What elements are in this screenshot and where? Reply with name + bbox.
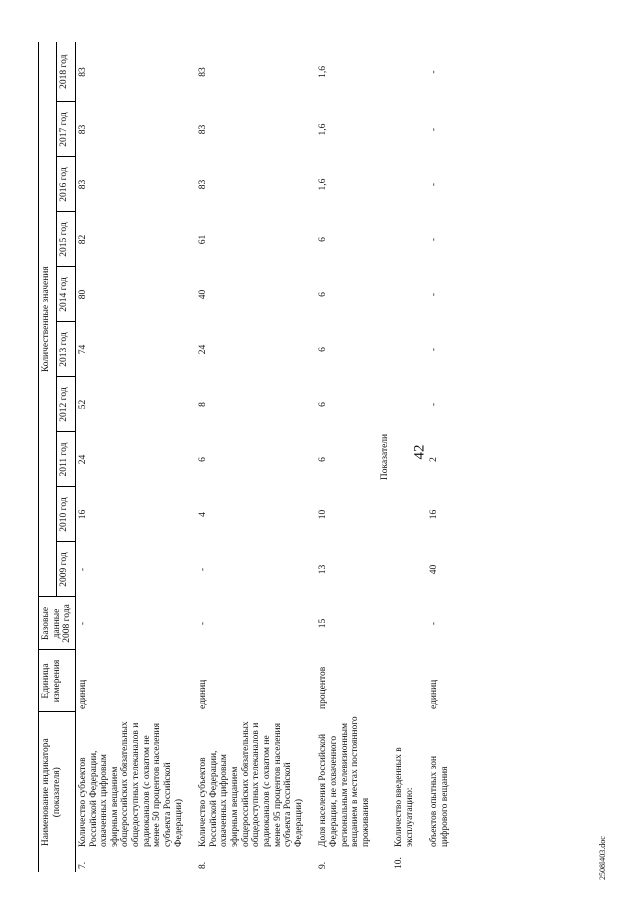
header-year: 2012 год xyxy=(57,377,75,432)
header-year: 2010 год xyxy=(57,487,75,542)
value-cell: - xyxy=(77,567,88,572)
value-cell: 2 xyxy=(429,457,440,462)
row-number: 10. xyxy=(394,857,405,869)
value-cell: 83 xyxy=(198,67,209,77)
value-cell: - xyxy=(429,70,440,74)
value-cell: 82 xyxy=(77,234,88,245)
header-year: 2009 год xyxy=(57,542,75,597)
value-cell: 6 xyxy=(318,237,329,242)
table-row xyxy=(196,42,306,872)
unit-cell: единиц xyxy=(198,679,209,709)
value-cell: 1,6 xyxy=(318,123,329,136)
value-cell: - xyxy=(429,127,440,132)
value-cell: - xyxy=(429,182,440,187)
unit-cell: единиц xyxy=(77,679,88,709)
header-quant: Количественные значения xyxy=(39,42,57,597)
base-cell: - xyxy=(198,621,209,626)
value-cell: 6 xyxy=(318,457,329,462)
rotated-table-container xyxy=(38,42,618,872)
row-number: 9. xyxy=(318,861,329,869)
value-cell: 1,6 xyxy=(318,66,329,78)
unit-cell: процентов xyxy=(318,666,329,709)
value-cell: - xyxy=(429,237,440,242)
value-cell: 83 xyxy=(77,67,88,77)
indicator-name: Количество введенных в эксплуатацию: xyxy=(394,747,415,847)
value-cell: 83 xyxy=(77,179,88,190)
section-subheading: Показатели xyxy=(379,433,390,481)
table-row xyxy=(427,42,452,872)
base-cell: - xyxy=(77,621,88,626)
indicator-name: объектов опытных зон цифрового вещания xyxy=(429,755,450,847)
value-cell: 6 xyxy=(318,292,329,297)
table-row xyxy=(75,42,186,872)
base-cell: 15 xyxy=(318,618,329,629)
footer-filename: 2508l403.doc xyxy=(598,836,607,880)
value-cell: 10 xyxy=(318,509,329,520)
value-cell: 83 xyxy=(77,124,88,135)
value-cell: 83 xyxy=(198,179,209,190)
value-cell: - xyxy=(198,567,209,572)
unit-cell: единиц xyxy=(429,679,440,709)
header-year: 2014 год xyxy=(57,267,75,322)
header-year: 2017 год xyxy=(57,102,75,157)
table-row xyxy=(392,42,417,872)
value-cell: 6 xyxy=(198,457,209,462)
row-number: 7. xyxy=(77,861,88,869)
indicator-name: Количество субъектов Российской Федерации, охваченных цифровым эфирным вещанием общероссийских обязательных общедоступных телеканалов и радиоканалов (с охватом не менее 50 процентов населения субъекта Российской Федерации) xyxy=(77,721,184,847)
row-number: 8. xyxy=(198,861,209,869)
header-year: 2011 год xyxy=(57,432,75,487)
header-year: 2018 год xyxy=(57,42,75,102)
value-cell: 52 xyxy=(77,399,88,410)
value-cell: 6 xyxy=(318,347,329,352)
value-cell: 80 xyxy=(77,289,88,300)
value-cell: 16 xyxy=(429,509,440,520)
value-cell: 16 xyxy=(77,509,88,520)
value-cell: 40 xyxy=(429,564,440,575)
table-row xyxy=(316,42,373,872)
header-name: Наименование индикатора (показателя) xyxy=(39,712,76,872)
value-cell: 61 xyxy=(198,234,209,245)
header-unit: Единица измерения xyxy=(39,650,76,712)
value-cell: 8 xyxy=(198,402,209,407)
header-base: Базовые данные 2008 года xyxy=(39,597,76,650)
page-number: 42 xyxy=(411,444,428,460)
indicator-name: Доля населения Российской Федерации, не охваченного региональным телевизионным вещанием в местах постоянного проживания xyxy=(318,716,371,847)
value-cell: 4 xyxy=(198,512,209,517)
indicator-name: Количество субъектов Российской Федерации, охваченных цифровым эфирным вещанием общероссийских обязательных общедоступных телеканалов и радиоканалов (с охватом не менее 95 процентов населения субъекта Российской Федерации) xyxy=(198,721,304,847)
value-cell: - xyxy=(429,347,440,352)
value-cell: 1,6 xyxy=(318,178,329,191)
value-cell: - xyxy=(429,402,440,407)
header-year: 2015 год xyxy=(57,212,75,267)
value-cell: 83 xyxy=(198,124,209,135)
value-cell: 74 xyxy=(77,344,88,355)
indicators-table xyxy=(38,42,453,872)
base-cell: - xyxy=(429,621,440,626)
header-year: 2016 год xyxy=(57,157,75,212)
value-cell: - xyxy=(429,292,440,297)
value-cell: 6 xyxy=(318,402,329,407)
header-year: 2013 год xyxy=(57,322,75,377)
value-cell: 24 xyxy=(198,344,209,355)
value-cell: 40 xyxy=(198,289,209,300)
value-cell: 24 xyxy=(77,454,88,465)
value-cell: 13 xyxy=(318,564,329,575)
